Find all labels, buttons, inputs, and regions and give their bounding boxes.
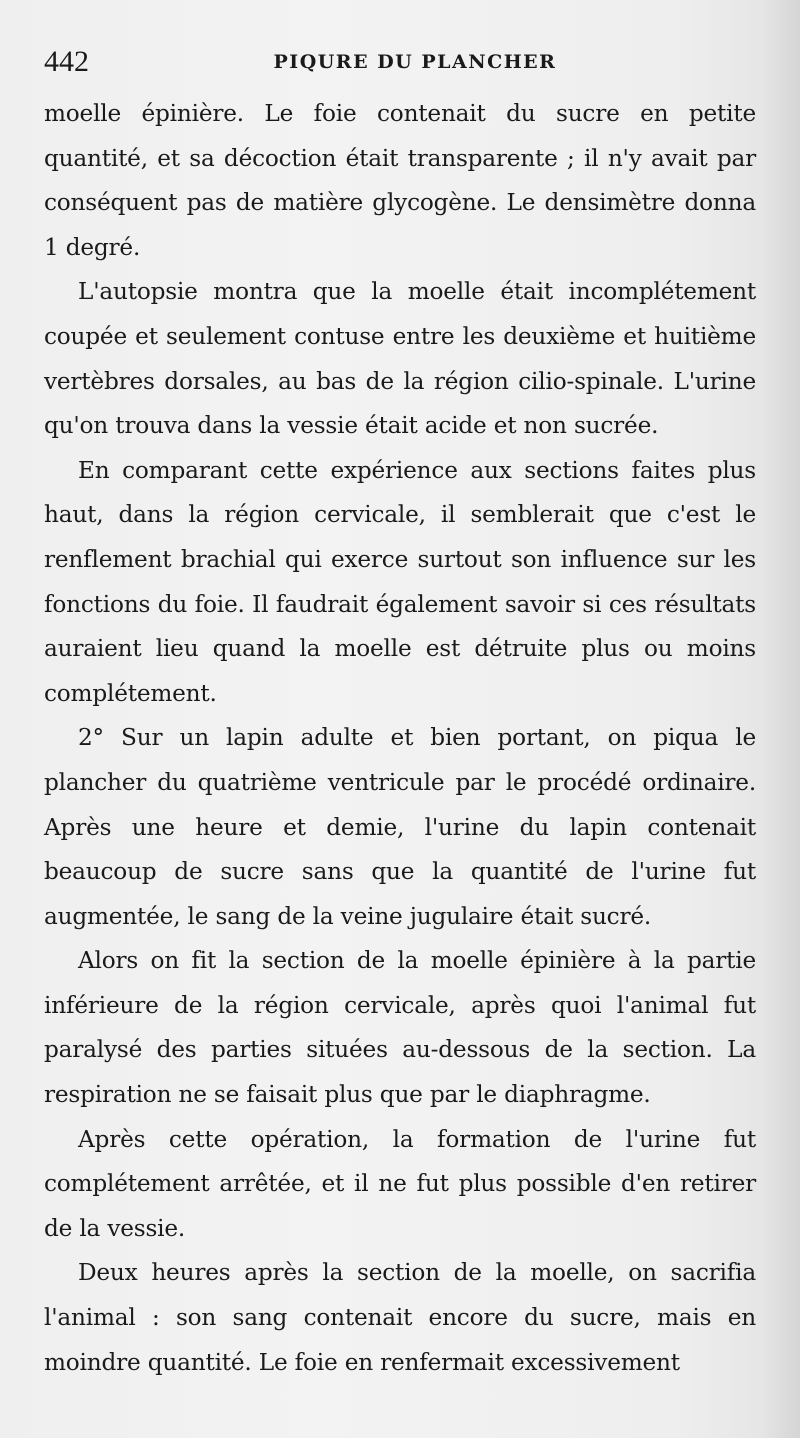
paragraph-autopsie: L'autopsie montra que la moelle était incomplétement coupée et seulement contuse entre les deuxième et huitième vertèbres dorsales, au bas de la région cilio-spinale. L'urine qu'on trouva dans la vessie était acide et non sucrée.: [44, 278, 756, 440]
body-text: [44, 92, 756, 1385]
paragraph-continuation: moelle épinière. Le foie contenait du sucre en petite quantité, et sa décoction était transparente ; il n'y avait par conséquent pas de matière glycogène. Le densimètre donna 1 degré.: [44, 100, 756, 261]
paragraph-comparaison: En comparant cette expérience aux sections faites plus haut, dans la région cervicale, il semblerait que c'est le renflement brachial qui exerce surtout son influence sur les fonctions du foie. Il faudrait également savoir si ces résultats auraient lieu quand la moelle est détruite plus ou moins complétement.: [44, 456, 756, 707]
paragraph-section-moelle: Alors on fit la section de la moelle épinière à la partie inférieure de la région cervicale, après quoi l'animal fut paralysé des parties situées au-dessous de la section. La respiration ne se faisait plus que par le diaphragme.: [44, 947, 756, 1109]
page-edge-shadow: [760, 0, 800, 1438]
page-number: 442: [44, 45, 89, 78]
page-header: [44, 42, 756, 82]
paragraph-experience-2: 2° Sur un lapin adulte et bien portant, on piqua le plancher du quatrième ventricule par le procédé ordinaire. Après une heure et demie, l'urine du lapin contenait beaucoup de sucre sans que la quantité de l'urine fut augmentée, le sang de la veine jugulaire était sucré.: [44, 724, 756, 930]
running-title: PIQURE DU PLANCHER: [273, 51, 557, 73]
paragraph-deux-heures: Deux heures après la section de la moelle, on sacrifia l'animal : son sang contenait encore du sucre, mais en moindre quantité. Le foie en renfermait excessivement: [44, 1259, 756, 1376]
paragraph-apres-operation: Après cette opération, la formation de l'urine fut complétement arrêtée, et il ne fut plus possible d'en retirer de la vessie.: [44, 1125, 756, 1242]
